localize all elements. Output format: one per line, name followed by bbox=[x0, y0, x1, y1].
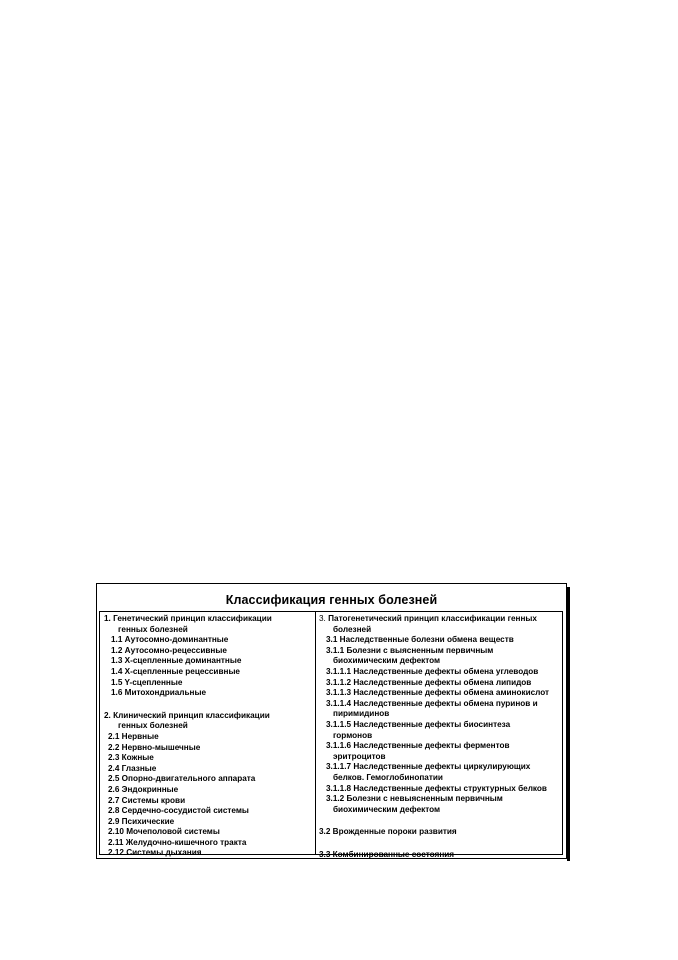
clinical-heading-line2: генных болезней bbox=[118, 721, 188, 731]
clinical-item: 2.3 Кожные bbox=[108, 753, 154, 763]
clinical-item: 2.7 Системы крови bbox=[108, 795, 186, 805]
clinical-item: 2.11 Желудочно-кишечного тракта bbox=[108, 837, 247, 847]
pathogenetic-heading-number: 3. bbox=[319, 614, 326, 623]
item-3-1-1-line1: 3.1.1 Болезни с выясненным первичным bbox=[326, 645, 494, 655]
genetic-item: 1.1 Аутосомно-доминантные bbox=[111, 635, 229, 645]
item-3-3: 3.3 Комбинированные состояния bbox=[319, 849, 455, 859]
classification-figure bbox=[96, 583, 567, 859]
item-3-1-1-7-line2: белков. Гемоглобинопатии bbox=[333, 772, 443, 782]
clinical-item: 2.6 Эндокринные bbox=[108, 784, 179, 794]
item-3-1-1-6-line2: эритроцитов bbox=[333, 751, 386, 761]
clinical-item: 2.10 Мочеполовой системы bbox=[108, 827, 220, 837]
figure-title: Классификация генных болезней bbox=[225, 593, 438, 607]
pathogenetic-heading-line1 bbox=[319, 614, 559, 625]
genetic-heading-line2: генных болезней bbox=[118, 624, 188, 634]
item-3-1-1-7-line1: 3.1.1.7 Наследственные дефекты циркулирующих bbox=[326, 762, 531, 772]
item-3-1-1-4-line1: 3.1.1.4 Наследственные дефекты обмена пуринов и bbox=[326, 698, 538, 708]
clinical-heading-line1: 2. Клинический принцип классификации bbox=[104, 710, 270, 720]
item-3-1-1-5-line2: гормонов bbox=[333, 730, 373, 740]
item-3-1-1-1: 3.1.1.1 Наследственные дефекты обмена углеводов bbox=[326, 666, 539, 676]
pathogenetic-heading-text: Патогенетический принцип классификации генных bbox=[328, 614, 537, 623]
clinical-item: 2.4 Глазные bbox=[108, 763, 157, 773]
item-3-1-1-3: 3.1.1.3 Наследственные дефекты обмена аминокислот bbox=[326, 688, 550, 698]
pathogenetic-heading-line2: болезней bbox=[333, 624, 372, 634]
right-column bbox=[319, 614, 559, 860]
genetic-item: 1.2 Аутосомно-рецессивные bbox=[111, 645, 227, 655]
item-3-1-1-8: 3.1.1.8 Наследственные дефекты структурных белков bbox=[326, 783, 547, 793]
left-column bbox=[104, 614, 312, 859]
item-3-1-1-4-line2: пиримидинов bbox=[333, 709, 390, 719]
classification-table bbox=[99, 611, 563, 859]
column-divider bbox=[315, 612, 316, 854]
item-3-1-1-5-line1: 3.1.1.5 Наследственные дефекты биосинтеза bbox=[326, 719, 511, 729]
genetic-heading-line1: 1. Генетический принцип классификации bbox=[104, 614, 272, 623]
item-3-1-2-line1: 3.1.2 Болезни с невыясненным первичным bbox=[326, 794, 503, 804]
clinical-item: 2.5 Опорно-двигательного аппарата bbox=[108, 774, 256, 784]
item-3-2: 3.2 Врожденные пороки развития bbox=[319, 827, 457, 837]
clinical-item: 2.9 Психические bbox=[108, 816, 175, 826]
clinical-item: 2.1 Нервные bbox=[108, 731, 159, 741]
clinical-item: 2.8 Сердечно-сосудистой системы bbox=[108, 806, 249, 816]
item-3-1-1-2: 3.1.1.2 Наследственные дефекты обмена липидов bbox=[326, 677, 532, 687]
genetic-item: 1.3 Х-сцепленные доминантные bbox=[111, 656, 242, 666]
clinical-item: 2.2 Нервно-мышечные bbox=[108, 742, 201, 752]
clinical-item: 2.12 Системы дыхания bbox=[108, 848, 202, 858]
genetic-item: 1.5 Y-сцепленные bbox=[111, 677, 183, 687]
item-3-1-1-line2: биохимическим дефектом bbox=[333, 656, 441, 666]
item-3-1-2-line2: биохимическим дефектом bbox=[333, 804, 441, 814]
item-3-1: 3.1 Наследственные болезни обмена веществ bbox=[326, 635, 514, 645]
item-3-1-1-6-line1: 3.1.1.6 Наследственные дефекты ферментов bbox=[326, 741, 510, 751]
genetic-item: 1.6 Митохондриальные bbox=[111, 688, 207, 698]
genetic-item: 1.4 Х-сцепленные рецессивные bbox=[111, 666, 240, 676]
